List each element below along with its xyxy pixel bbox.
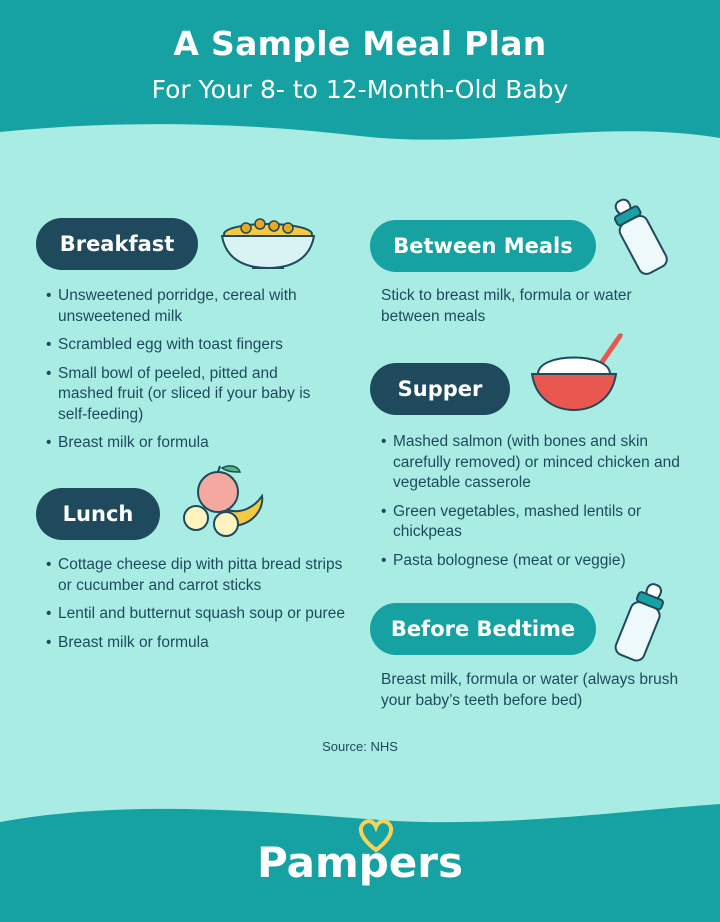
source-note: Source: NHS xyxy=(322,739,398,754)
supper-label: Supper xyxy=(397,377,483,401)
list-item: • Mashed salmon (with bones and skin carefully removed) or minced chicken and vegetable casserole xyxy=(381,432,686,494)
list-item: • Unsweetened porridge, cereal with unsweetened milk xyxy=(46,286,326,327)
list-item: • Breast milk or formula xyxy=(46,433,326,454)
lunch-label: Lunch xyxy=(62,502,134,526)
between-meals-text: Stick to breast milk, formula or water between meals xyxy=(381,287,632,325)
baby-bottle-icon xyxy=(602,192,676,282)
lunch-heading xyxy=(36,488,160,540)
list-item: • Breast milk or formula xyxy=(46,633,346,654)
between-meals-label: Between Meals xyxy=(393,234,573,258)
list-item: • Lentil and butternut squash soup or puree xyxy=(46,604,346,625)
list-item: • Pasta bolognese (meat or veggie) xyxy=(381,551,686,572)
lunch-list xyxy=(46,555,346,661)
rice-bowl-icon xyxy=(526,330,632,416)
baby-bottle-icon xyxy=(604,578,678,668)
list-item: • Green vegetables, mashed lentils or chickpeas xyxy=(381,502,686,543)
list-item: • Cottage cheese dip with pitta bread strips or cucumber and carrot sticks xyxy=(46,555,346,596)
fruit-icon xyxy=(178,462,268,542)
page-title: A Sample Meal Plan xyxy=(173,24,547,63)
list-item: • Small bowl of peeled, pitted and mashed fruit (or sliced if your baby is self-feeding) xyxy=(46,364,326,426)
breakfast-heading xyxy=(36,218,198,270)
supper-list xyxy=(381,432,686,579)
between-meals-heading xyxy=(370,220,596,272)
before-bedtime-text: Breast milk, formula or water (always brush your baby’s teeth before bed) xyxy=(381,671,679,709)
breakfast-label: Breakfast xyxy=(59,232,175,256)
list-item: • Scrambled egg with toast fingers xyxy=(46,335,326,356)
cereal-bowl-icon xyxy=(216,190,320,274)
page-subtitle: For Your 8- to 12-Month-Old Baby xyxy=(151,75,569,104)
before-bedtime-label: Before Bedtime xyxy=(390,617,576,641)
before-bedtime-heading xyxy=(370,603,596,655)
breakfast-list xyxy=(46,286,326,462)
supper-heading xyxy=(370,363,510,415)
pampers-logo: Pampers xyxy=(256,838,464,887)
